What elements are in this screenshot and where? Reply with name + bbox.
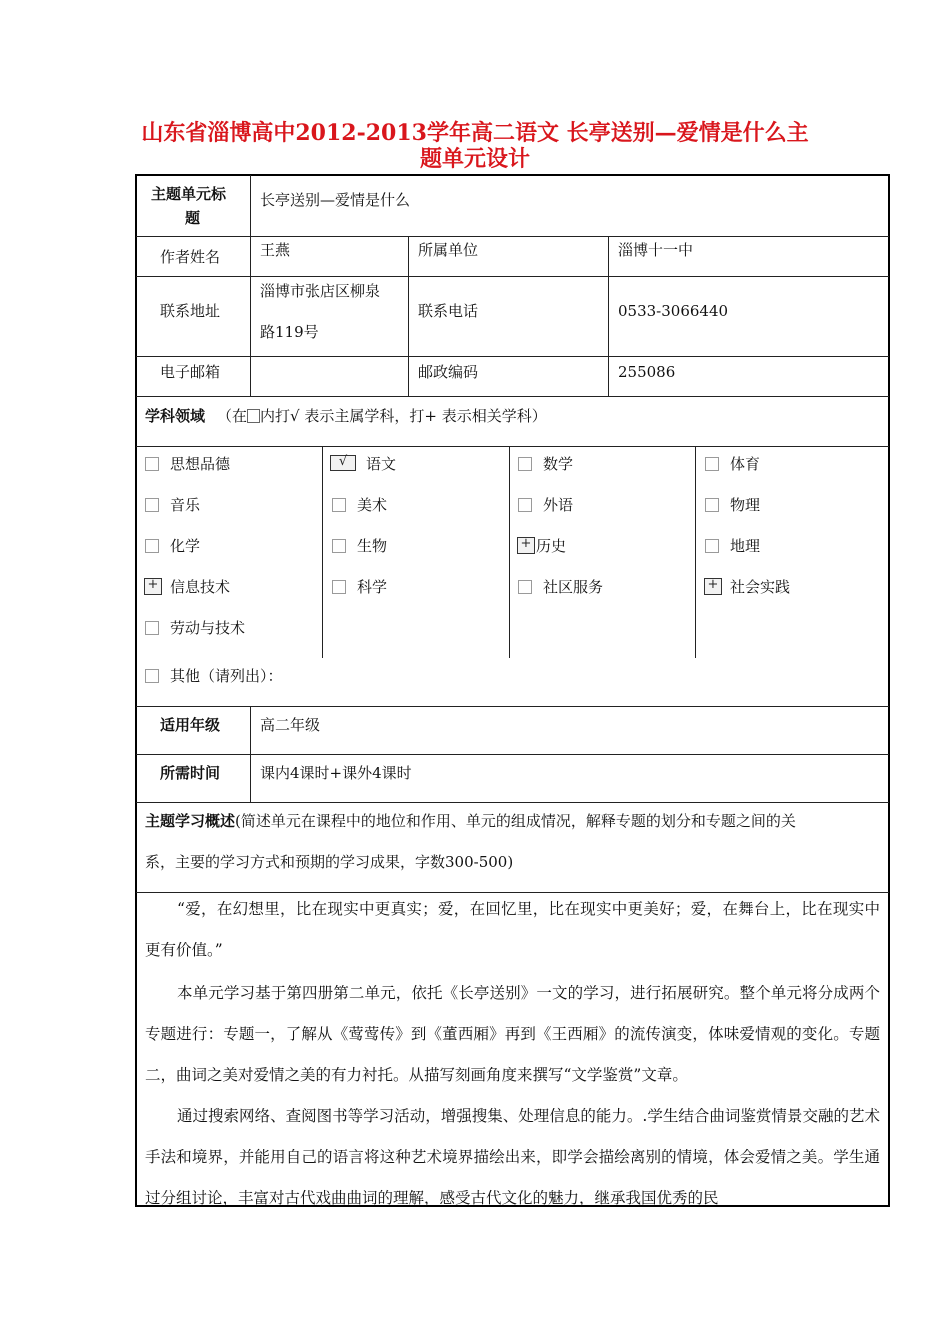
subject-geography: 地理 (730, 537, 761, 555)
checkbox-labor[interactable] (145, 621, 159, 635)
row-divider (136, 396, 889, 397)
subject-area-title: 学科领域 (145, 407, 206, 425)
time-value: 课内4课时+课外4课时 (260, 764, 412, 782)
subject-column-divider (509, 446, 510, 658)
subject-history: 历史 (536, 537, 567, 555)
overview-description: (简述单元在课程中的地位和作用、单元的组成情况，解释专题的划分和专题之间的关 (235, 812, 796, 830)
column-divider (250, 706, 251, 802)
phone-label: 联系电话 (418, 302, 479, 320)
row-divider (136, 356, 889, 357)
topic-label-cont: 题 (185, 209, 201, 227)
subject-physics: 物理 (730, 496, 761, 514)
address-label: 联系地址 (160, 302, 221, 320)
checkbox-social-practice[interactable]: + (704, 578, 722, 595)
overview-heading (145, 811, 796, 831)
email-label: 电子邮箱 (160, 363, 221, 381)
checkbox-biology[interactable] (332, 539, 346, 553)
subject-labor: 劳动与技术 (170, 619, 246, 637)
column-divider (250, 175, 251, 396)
subject-column-divider (695, 446, 696, 658)
document-title-line-2: 题单元设计 (419, 146, 530, 172)
subject-biology: 生物 (357, 537, 388, 555)
grade-label: 适用年级 (160, 716, 221, 734)
subject-math: 数学 (543, 455, 574, 473)
row-divider (136, 802, 889, 803)
checkbox-science[interactable] (332, 580, 346, 594)
subject-area-note-b: 内打√ 表示主属学科，打+ 表示相关学科） (260, 407, 547, 425)
checkbox-math[interactable] (518, 457, 532, 471)
checkbox-chinese[interactable]: √ (330, 455, 356, 471)
checkbox-pe[interactable] (705, 457, 719, 471)
subject-art: 美术 (357, 496, 388, 514)
subject-other: 其他（请列出）： (170, 667, 283, 685)
overview-description-cont: 系，主要的学习方式和预期的学习成果，字数300-500) (145, 853, 514, 871)
checkbox-chemistry[interactable] (145, 539, 159, 553)
row-divider (136, 276, 889, 277)
subject-social-practice: 社会实践 (730, 578, 791, 596)
author-label: 作者姓名 (160, 248, 221, 266)
unit-value: 淄博十一中 (618, 241, 694, 259)
subject-pe: 体育 (730, 455, 761, 473)
checkbox-history[interactable]: + (517, 537, 535, 554)
address-value-line-2: 路119号 (260, 323, 319, 341)
document-title-line-1: 山东省淄博高中2012-2013学年高二语文 长亭送别—爱情是什么主 (141, 120, 809, 146)
overview-label: 主题学习概述 (145, 812, 236, 830)
checkbox-geography[interactable] (705, 539, 719, 553)
postcode-value: 255086 (618, 363, 676, 381)
checkbox-foreign-language[interactable] (518, 498, 532, 512)
column-divider (608, 236, 609, 396)
time-label: 所需时间 (160, 764, 221, 782)
subject-column-divider (322, 446, 323, 658)
body-paragraph: 通过搜索网络、查阅图书等学习活动，增强搜集、处理信息的能力。.学生结合曲词鉴赏情景交融的艺术手法和境界，并能用自己的语言将这种艺术境界描绘出来，即学会描绘离别的情境，体会爱情之美。学生通过分组讨论，丰富对古代戏曲曲词的理解，感受古代文化的魅力，继承我国优秀的民 (145, 1107, 880, 1207)
grade-value: 高二年级 (260, 716, 321, 734)
checkbox-other[interactable] (145, 669, 159, 683)
checkbox-music[interactable] (145, 498, 159, 512)
body-paragraph: 本单元学习基于第四册第二单元，依托《长亭送别》一文的学习，进行拓展研究。整个单元将分成两个专题进行：专题一，了解从《莺莺传》到《董西厢》再到《王西厢》的流传演变，体味爱情观的变化。专题二，曲词之美对爱情之美的有力衬托。从描写刻画角度来撰写“文学鉴赏”文章。 (145, 984, 880, 1084)
author-value: 王燕 (260, 241, 291, 259)
empty-box-icon (247, 409, 260, 423)
subject-moral-education: 思想品德 (170, 455, 231, 473)
subject-it: 信息技术 (170, 578, 231, 596)
phone-value: 0533-3066440 (618, 302, 729, 320)
subject-foreign-language: 外语 (543, 496, 574, 514)
row-divider (136, 236, 889, 237)
subject-music: 音乐 (170, 496, 201, 514)
topic-value: 长亭送别—爱情是什么 (260, 191, 411, 209)
topic-label: 主题单元标 (151, 185, 227, 203)
checkbox-moral-education[interactable] (145, 457, 159, 471)
address-value-line-1: 淄博市张店区柳泉 (260, 282, 381, 300)
subject-science: 科学 (357, 578, 388, 596)
subject-area-heading (145, 406, 547, 426)
checkbox-it[interactable]: + (144, 578, 162, 595)
subject-chemistry: 化学 (170, 537, 201, 555)
subject-community-service: 社区服务 (543, 578, 604, 596)
subject-area-note-a: （在 (217, 407, 248, 425)
row-divider (136, 706, 889, 707)
subject-chinese: 语文 (366, 455, 397, 473)
body-paragraph: “爱，在幻想里，比在现实中更真实；爱，在回忆里，比在现实中更美好；爱，在舞台上，比在现实中更有价值。” (145, 900, 880, 959)
checkbox-community-service[interactable] (518, 580, 532, 594)
row-divider (136, 446, 889, 447)
checkbox-art[interactable] (332, 498, 346, 512)
row-divider (136, 754, 889, 755)
unit-label: 所属单位 (418, 241, 479, 259)
column-divider (408, 236, 409, 396)
checkbox-physics[interactable] (705, 498, 719, 512)
postcode-label: 邮政编码 (418, 363, 479, 381)
